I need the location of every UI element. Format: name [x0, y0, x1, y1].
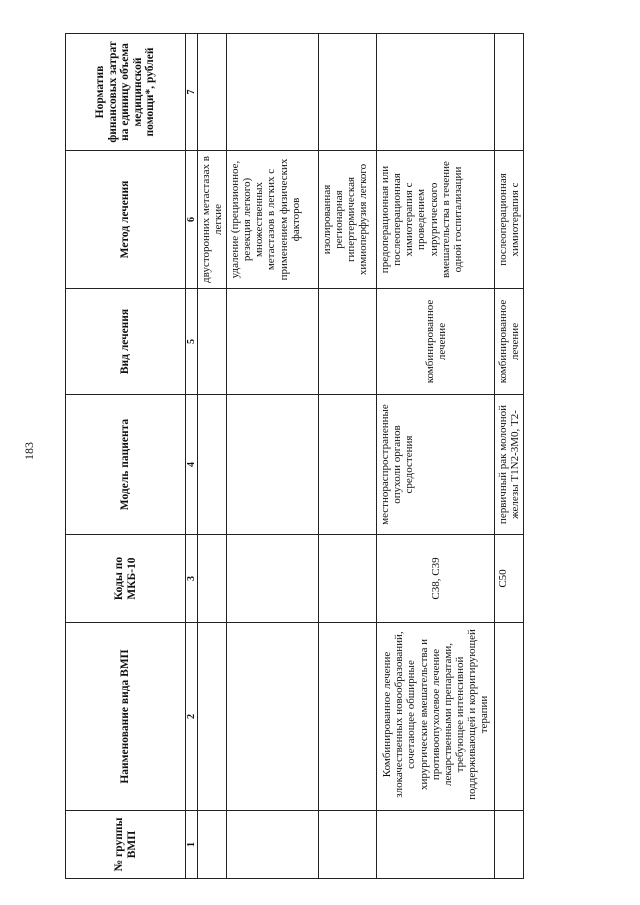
header-icd-codes: Коды по МКБ-10	[66, 535, 186, 623]
table-row	[198, 34, 227, 879]
table-row	[377, 34, 495, 879]
column-number: 6	[186, 151, 198, 289]
column-number: 1	[186, 811, 198, 879]
header-cost-norm: Норматив финансовых затрат на единицу объема медицинской помощи*, рублей	[66, 34, 186, 151]
cell-codes	[198, 535, 227, 623]
cell-name	[227, 623, 319, 811]
cell-method: предоперационная или послеоперационная химиотерапия с проведением хирургического вмешательства в течение одной госпитализации	[377, 151, 495, 289]
cell-method: изолированная регионарная гипертермическая химиоперфузия легкого	[319, 151, 377, 289]
table-row	[227, 34, 319, 879]
cell-cost	[377, 34, 495, 151]
cell-model	[227, 395, 319, 535]
cell-cost	[227, 34, 319, 151]
cell-cost	[495, 34, 524, 151]
page-number: 183	[22, 442, 36, 460]
cell-treatment-type: комбинированное лечение	[495, 289, 524, 395]
cell-name	[495, 623, 524, 811]
column-number: 7	[186, 34, 198, 151]
cell-model	[198, 395, 227, 535]
cell-cost	[198, 34, 227, 151]
cell-cost	[319, 34, 377, 151]
header-treatment-type: Вид лечения	[66, 289, 186, 395]
cell-codes	[319, 535, 377, 623]
cell-method: удаление (прецизионное, резекция легкого) множественных метастазов в легких с применением физических факторов	[227, 151, 319, 289]
cell-method: двусторонних метастазах в легкие	[198, 151, 227, 289]
column-number: 4	[186, 395, 198, 535]
cell-treatment-type	[319, 289, 377, 395]
cell-codes	[227, 535, 319, 623]
header-patient-model: Модель пациента	[66, 395, 186, 535]
cell-group	[495, 811, 524, 879]
column-number: 2	[186, 623, 198, 811]
cell-name: Комбинированное лечение злокачественных новообразований, сочетающее обширные хирургические вмешательства и противоопухолевое лечение лекарственными препаратами, требующее интенсивной поддерживающей и корригирующей терапии	[377, 623, 495, 811]
header-vmp-name: Наименование вида ВМП	[66, 623, 186, 811]
column-number: 5	[186, 289, 198, 395]
cell-method: послеоперационная химиотерапия с	[495, 151, 524, 289]
cell-group	[377, 811, 495, 879]
cell-codes: С38, С39	[377, 535, 495, 623]
cell-model: местнораспространенные опухоли органов средостения	[377, 395, 495, 535]
column-number: 3	[186, 535, 198, 623]
cell-codes: С50	[495, 535, 524, 623]
cell-treatment-type: комбинированное лечение	[377, 289, 495, 395]
vmp-table-frame	[65, 34, 522, 879]
cell-treatment-type	[227, 289, 319, 395]
table-row	[495, 34, 524, 879]
column-number-row	[186, 34, 198, 879]
cell-treatment-type	[198, 289, 227, 395]
header-row	[66, 34, 186, 879]
table-row	[319, 34, 377, 879]
cell-group	[227, 811, 319, 879]
cell-name	[198, 623, 227, 811]
vmp-table	[65, 33, 524, 879]
cell-group	[319, 811, 377, 879]
header-group-number: № группы ВМП	[66, 811, 186, 879]
header-treatment-method: Метод лечения	[66, 151, 186, 289]
cell-model: первичный рак молочной железы Т1N2-3M0, Т2-	[495, 395, 524, 535]
cell-model	[319, 395, 377, 535]
cell-name	[319, 623, 377, 811]
cell-group	[198, 811, 227, 879]
